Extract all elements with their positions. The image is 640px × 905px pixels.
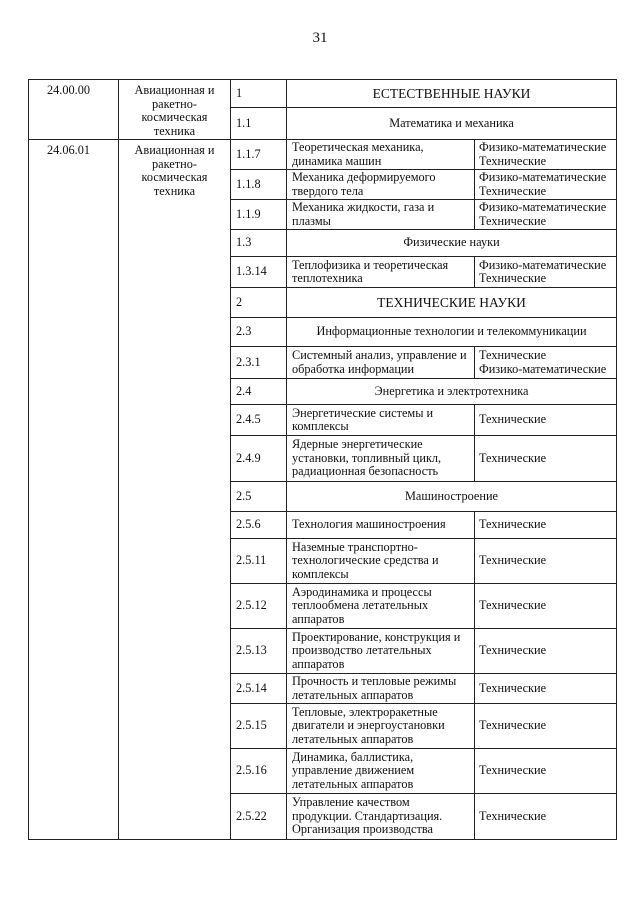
specialty-code: 24.00.00 [29, 80, 119, 140]
science-branch: Технические [479, 348, 547, 362]
science-branches [475, 170, 617, 200]
science-branch: Технические [475, 629, 617, 674]
science-branch: Технические [475, 405, 617, 436]
science-branch: Физико-математические [479, 257, 607, 272]
specialty-name: Тепловые, электроракетные двигатели и энергоустановки летательных аппаратов [287, 704, 475, 749]
specialty-number: 2.5.11 [231, 539, 287, 584]
group-number: 2.5 [231, 482, 287, 512]
science-branch: Технические [479, 271, 547, 285]
specialty-number: 1.1.8 [231, 170, 287, 200]
specialty-number: 2.3.1 [231, 347, 287, 379]
specialty-name: Энергетические системы и комплексы [287, 405, 475, 436]
specialty-number: 2.5.12 [231, 584, 287, 629]
specialty-name: Теплофизика и теоретическая теплотехника [287, 257, 475, 288]
group-title: Энергетика и электротехника [287, 379, 617, 405]
specialty-number: 2.5.6 [231, 512, 287, 539]
science-branch: Технические [475, 584, 617, 629]
specialty-number: 1.1.9 [231, 200, 287, 230]
specialty-name: Технология машиностроения [287, 512, 475, 539]
science-branch: Физико-математические [479, 140, 607, 154]
specialty-name: Системный анализ, управление и обработка информации [287, 347, 475, 379]
specialty-table [28, 79, 617, 840]
specialty-number: 1.1.7 [231, 140, 287, 170]
science-branch: Технические [475, 794, 617, 840]
science-branch: Технические [479, 213, 547, 228]
specialty-name: Механика деформируемого твердого тела [287, 170, 475, 200]
section-number: 2 [231, 288, 287, 318]
specialty-name: Управление качеством продукции. Стандартизация. Организация производства [287, 794, 475, 840]
group-number: 2.4 [231, 379, 287, 405]
specialty-number: 2.5.14 [231, 674, 287, 704]
specialty-name: Теоретическая механика, динамика машин [287, 140, 475, 170]
specialty-number: 2.5.16 [231, 749, 287, 794]
science-branches [475, 200, 617, 230]
specialty-number: 2.5.22 [231, 794, 287, 840]
specialty-name: Динамика, баллистика, управление движением летательных аппаратов [287, 749, 475, 794]
specialty-code: 24.06.01 [29, 140, 119, 840]
specialty-name: Аэродинамика и процессы теплообмена летательных аппаратов [287, 584, 475, 629]
table-row [29, 140, 617, 170]
science-branch: Технические [475, 704, 617, 749]
specialty-number: 2.5.13 [231, 629, 287, 674]
section-title: ТЕХНИЧЕСКИЕ НАУКИ [287, 288, 617, 318]
science-branch: Физико-математические [479, 361, 607, 376]
group-title: Физические науки [287, 230, 617, 257]
specialty-number: 1.3.14 [231, 257, 287, 288]
specialty-number: 2.4.9 [231, 436, 287, 482]
group-title: Информационные технологии и телекоммуникации [287, 318, 617, 347]
specialty-number: 2.5.15 [231, 704, 287, 749]
table-row [29, 80, 617, 108]
specialty-field: Авиационная и ракетно-космическая техника [119, 140, 231, 840]
science-branches [475, 347, 617, 379]
specialty-name: Прочность и тепловые режимы летательных аппаратов [287, 674, 475, 704]
science-branch: Физико-математические [479, 170, 607, 184]
group-title: Математика и механика [287, 107, 617, 139]
science-branch: Технические [475, 539, 617, 584]
science-branch: Технические [475, 436, 617, 482]
science-branch: Физико-математические [479, 200, 607, 214]
page-number: 31 [312, 30, 328, 46]
specialty-name: Ядерные энергетические установки, топливный цикл, радиационная безопасность [287, 436, 475, 482]
specialty-name: Механика жидкости, газа и плазмы [287, 200, 475, 230]
group-number: 1.3 [231, 230, 287, 257]
science-branches [475, 257, 617, 288]
science-branch: Технические [475, 512, 617, 539]
science-branch: Технические [475, 674, 617, 704]
group-title: Машиностроение [287, 482, 617, 512]
science-branch: Технические [479, 153, 547, 168]
science-branch: Технические [479, 183, 547, 198]
section-number: 1 [231, 80, 287, 108]
specialty-field: Авиационная и ракетно-космическая техника [119, 80, 231, 140]
specialty-name: Проектирование, конструкция и производство летательных аппаратов [287, 629, 475, 674]
group-number: 1.1 [231, 107, 287, 139]
science-branches [475, 140, 617, 170]
science-branch: Технические [475, 749, 617, 794]
group-number: 2.3 [231, 318, 287, 347]
specialty-number: 2.4.5 [231, 405, 287, 436]
section-title: ЕСТЕСТВЕННЫЕ НАУКИ [287, 80, 617, 108]
specialty-name: Наземные транспортно-технологические средства и комплексы [287, 539, 475, 584]
